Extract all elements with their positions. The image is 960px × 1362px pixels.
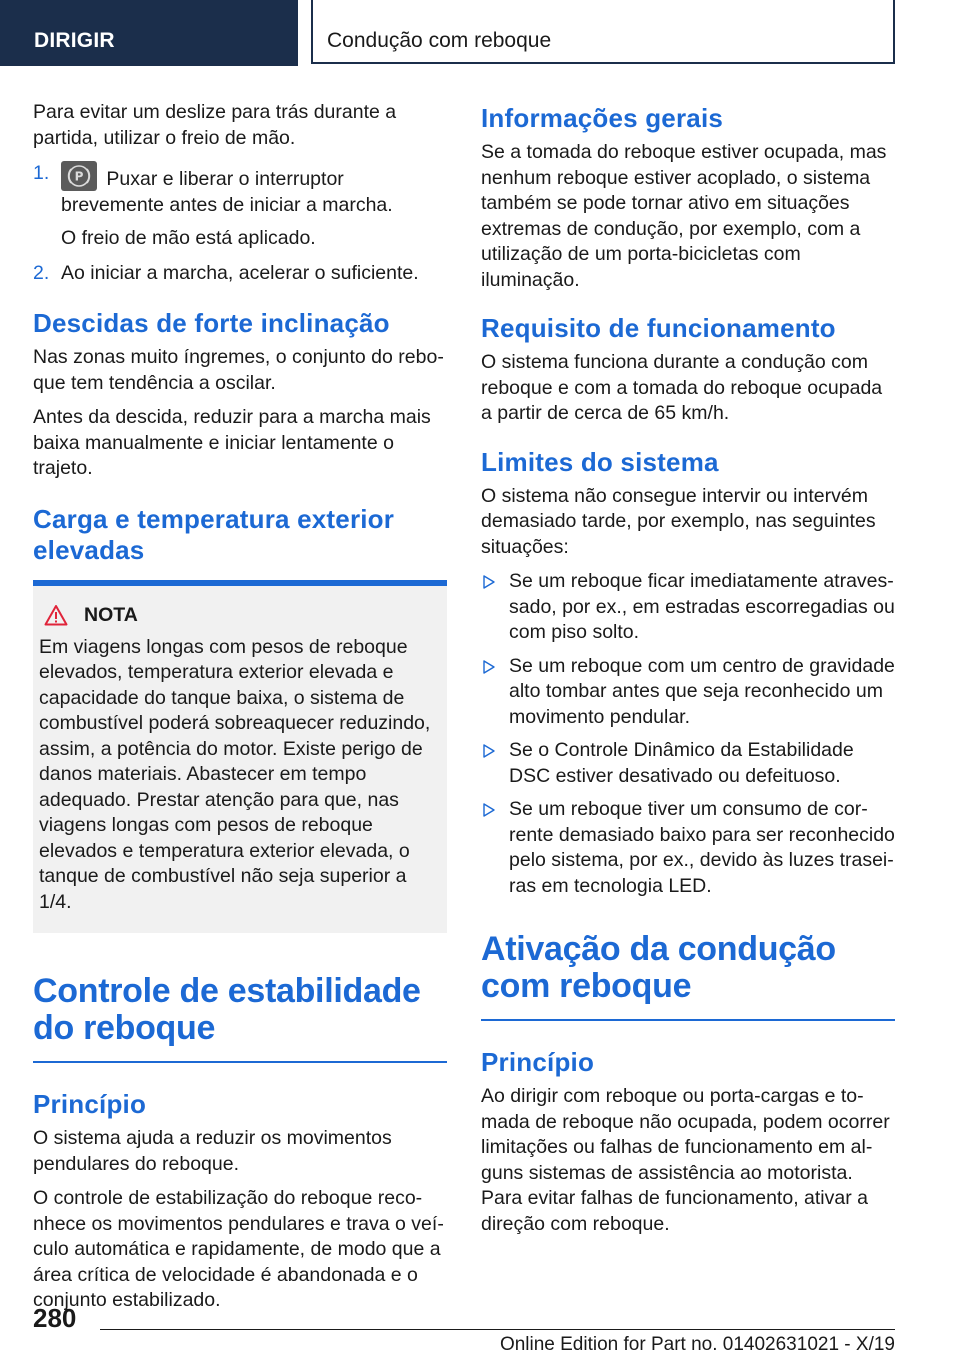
info-paragraph: Se a tomada do reboque estiver ocupada, mas nenhum reboque estiver acoplado, o sistema também se pode tornar ativo em situações extremas de condução, por exemplo, com a utilização de um porta-bicicletas com iluminação. (481, 141, 887, 291)
warning-triangle-icon (44, 604, 68, 626)
triangle-bullet-icon (483, 575, 495, 589)
svg-text:P: P (74, 169, 84, 184)
step-item (33, 161, 447, 252)
list-item-text: Se um reboque ficar imediatamente atravessado, por ex., em estradas escorregadias ou com piso solto. (509, 570, 895, 643)
list-item (481, 569, 895, 646)
footer-edition: Online Edition for Part no. 01402631021 - X/19 (499, 1334, 895, 1355)
limites-list (481, 569, 895, 899)
list-item (481, 797, 895, 899)
list-item-text: Se um reboque tiver um consumo de corrente demasiado baixo para ser reconhecido pelo sistema, por ex., devido às luzes traseiras em tecnologia LED. (509, 798, 895, 897)
title-divider (33, 1061, 447, 1063)
page-number: 280 (33, 1303, 77, 1333)
right-column (481, 100, 895, 1246)
step-text: Ao iniciar a marcha, acelerar o suficiente. (61, 261, 419, 284)
parking-brake-icon (61, 161, 97, 191)
descidas-paragraph-1: Nas zonas muito íngremes, o conjunto do reboque tem tendência a oscilar. (33, 346, 444, 394)
requisito-paragraph: O sistema funciona durante a condução com reboque e com a tomada do reboque ocupada a partir de cerca de 65 km/h. (481, 351, 883, 424)
triangle-bullet-icon (483, 803, 495, 817)
step-subtext: O freio de mão está aplicado. (61, 227, 316, 249)
descidas-paragraph-2: Antes da descida, reduzir para a marcha mais baixa manualmente e iniciar lentamente o trajeto. (33, 406, 431, 479)
list-item (481, 738, 895, 789)
info-heading: Informações gerais (481, 103, 724, 133)
list-item-text: Se o Controle Dinâmico da Estabilidade DSC estiver desativado ou defeituoso. (509, 739, 854, 787)
step-item (33, 261, 447, 287)
step-number: 2. (33, 261, 50, 284)
note-box (33, 580, 447, 934)
footer-divider (100, 1329, 895, 1330)
title-divider (481, 1019, 895, 1021)
list-item (481, 654, 895, 731)
left-column (33, 100, 447, 1323)
ativacao-title: Ativação da condução com reboque (481, 930, 836, 1005)
limites-heading: Limites do sistema (481, 446, 719, 477)
step-number: 1. (33, 162, 50, 184)
note-text: Em viagens longas com pesos de reboque elevados, temperatura exterior elevada e capacidade do tanque baixa, o sistema de combustível poderá sobreaquecer reduzindo, assim, a potência do motor. Existe perigo de danos materiais. Abastecer em tempo adequado. Prestar atenção para que, nas viagens longas com pesos de reboque elevados e temperatura exterior elevada, o tanque de combustível não seja superior a 1/4. (39, 635, 431, 913)
ativacao-principio-heading: Princípio (481, 1047, 595, 1077)
controle-paragraph-1: O sistema ajuda a reduzir os movimentos pendulares do reboque. (33, 1127, 392, 1175)
controle-title: Controle de estabilidade do reboque (33, 972, 421, 1047)
intro-paragraph: Para evitar um deslize para trás durante a partida, utilizar o freio de mão. (33, 101, 397, 149)
note-header (39, 604, 441, 627)
step-text: Puxar e liberar o interruptor brevemente antes de iniciar a marcha. (61, 168, 393, 216)
descidas-heading: Descidas de forte inclinação (33, 308, 390, 338)
note-title: NOTA (84, 603, 138, 626)
ativacao-paragraph: Ao dirigir com reboque ou porta-cargas e tomada de reboque não ocupada, podem ocorrer limitações ou falhas de funcionamento em alguns sistemas de assistência ao motorista. Para evitar falhas de funcionamento, ativar a direção com reboque. (481, 1085, 890, 1235)
triangle-bullet-icon (483, 660, 495, 674)
controle-paragraph-2: O controle de estabilização do reboque reconhece os movimentos pendulares e trava o veículo automática e rapidamente, de modo que a área crítica de velocidade é abandonada e o conjunto estabilizado. (33, 1187, 444, 1311)
requisito-heading: Requisito de funcionamento (481, 313, 836, 343)
section-label: DIRIGIR (0, 0, 298, 66)
principio-heading: Princípio (33, 1089, 147, 1119)
steps-list (33, 161, 447, 286)
list-item-text: Se um reboque com um centro de gravidade alto tombar antes que seja reconhecido um movimento pendular. (509, 654, 895, 728)
carga-heading: Carga e temperatura exterior elevadas (33, 503, 395, 565)
chapter-label: Condução com reboque (311, 0, 895, 64)
triangle-bullet-icon (483, 744, 495, 758)
limites-paragraph: O sistema não consegue intervir ou intervém demasiado tarde, por exemplo, nas seguintes situações: (481, 484, 876, 558)
page-header (0, 0, 960, 66)
